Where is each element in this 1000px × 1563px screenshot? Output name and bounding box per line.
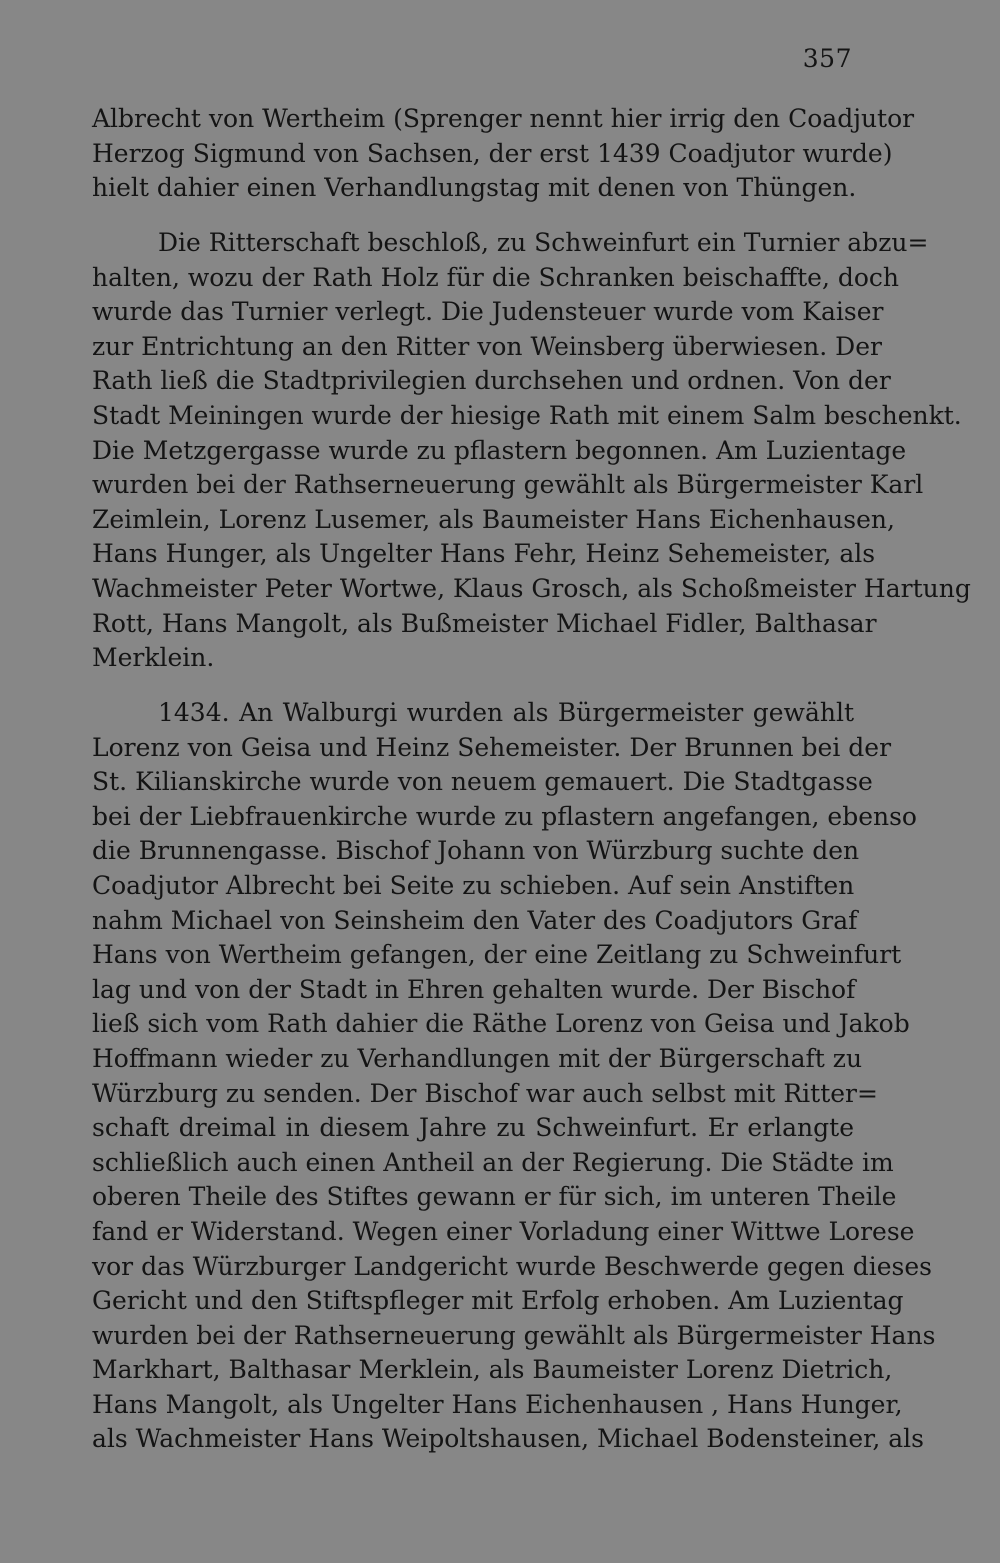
text-line: Wachmeister Peter Wortwe, Klaus Grosch, als Schoßmeister Hartung bbox=[92, 573, 971, 603]
text-line: Hans von Wertheim gefangen, der eine Zeitlang zu Schweinfurt bbox=[92, 940, 902, 970]
paragraph-3 bbox=[92, 696, 936, 1457]
paragraph-1 bbox=[92, 102, 915, 206]
text-line: Hans Hunger, als Ungelter Hans Fehr, Heinz Sehemeister, als bbox=[92, 539, 876, 569]
text-line: schließlich auch einen Antheil an der Regierung. Die Städte im bbox=[92, 1147, 894, 1177]
text-line: Die Ritterschaft beschloß, zu Schweinfurt ein Turnier abzu= bbox=[158, 228, 929, 257]
text-line: lag und von der Stadt in Ehren gehalten wurde. Der Bischof bbox=[92, 974, 856, 1004]
text-line: Zeimlein, Lorenz Lusemer, als Baumeister Hans Eichenhausen, bbox=[92, 504, 895, 534]
text-line: bei der Liebfrauenkirche wurde zu pflastern angefangen, ebenso bbox=[92, 801, 917, 831]
text-line: zur Entrichtung an den Ritter von Weinsberg überwiesen. Der bbox=[92, 331, 882, 361]
text-line: hielt dahier einen Verhandlungstag mit denen von Thüngen. bbox=[92, 173, 857, 203]
text-line: Stadt Meiningen wurde der hiesige Rath mit einem Salm beschenkt. bbox=[92, 400, 962, 430]
text-line: Merklein. bbox=[92, 643, 215, 673]
text-line: die Brunnengasse. Bischof Johann von Würzburg suchte den bbox=[92, 836, 860, 866]
text-line: wurden bei der Rathserneuerung gewählt als Bürgermeister Karl bbox=[92, 470, 924, 500]
text-line: oberen Theile des Stiftes gewann er für sich, im unteren Theile bbox=[92, 1182, 897, 1212]
text-line: vor das Würzburger Landgericht wurde Beschwerde gegen dieses bbox=[92, 1251, 932, 1281]
text-line: wurde das Turnier verlegt. Die Judensteuer wurde vom Kaiser bbox=[92, 297, 884, 327]
text-line: als Wachmeister Hans Weipoltshausen, Michael Bodensteiner, als bbox=[92, 1424, 925, 1454]
text-line: Lorenz von Geisa und Heinz Sehemeister. Der Brunnen bei der bbox=[92, 732, 892, 762]
text-line: halten, wozu der Rath Holz für die Schranken beischaffte, doch bbox=[92, 262, 900, 292]
text-line: Gericht und den Stiftspfleger mit Erfolg erhoben. Am Luzientag bbox=[92, 1286, 904, 1316]
text-line: Hans Mangolt, als Ungelter Hans Eichenhausen , Hans Hunger, bbox=[92, 1389, 903, 1419]
text-line: wurden bei der Rathserneuerung gewählt als Bürgermeister Hans bbox=[92, 1320, 936, 1350]
text-line: Rott, Hans Mangolt, als Bußmeister Michael Fidler, Balthasar bbox=[92, 608, 877, 638]
text-line: Coadjutor Albrecht bei Seite zu schieben. Auf sein Anstiften bbox=[92, 870, 855, 900]
text-line: Albrecht von Wertheim (Sprenger nennt hier irrig den Coadjutor bbox=[92, 104, 915, 133]
text-line: Würzburg zu senden. Der Bischof war auch selbst mit Ritter= bbox=[92, 1078, 878, 1108]
text-line: St. Kilianskirche wurde von neuem gemauert. Die Stadtgasse bbox=[92, 767, 873, 797]
text-line: Herzog Sigmund von Sachsen, der erst 1439 Coadjutor wurde) bbox=[92, 138, 893, 168]
text-line: Rath ließ die Stadtprivilegien durchsehen und ordnen. Von der bbox=[92, 366, 891, 396]
page-number: 357 bbox=[802, 44, 852, 73]
text-line: Hoffmann wieder zu Verhandlungen mit der Bürgerschaft zu bbox=[92, 1043, 863, 1073]
text-line: Die Metzgergasse wurde zu pflastern begonnen. Am Luzientage bbox=[92, 435, 907, 465]
text-line: ließ sich vom Rath dahier die Räthe Lorenz von Geisa und Jakob bbox=[92, 1009, 910, 1039]
text-line: Markhart, Balthasar Merklein, als Baumeister Lorenz Dietrich, bbox=[92, 1355, 893, 1385]
text-line: nahm Michael von Seinsheim den Vater des Coadjutors Graf bbox=[92, 905, 858, 935]
text-line: schaft dreimal in diesem Jahre zu Schweinfurt. Er erlangte bbox=[92, 1113, 854, 1143]
paragraph-2 bbox=[92, 226, 971, 676]
text-line: fand er Widerstand. Wegen einer Vorladung einer Wittwe Lorese bbox=[92, 1216, 915, 1246]
text-line: 1434. An Walburgi wurden als Bürgermeister gewählt bbox=[158, 698, 854, 727]
